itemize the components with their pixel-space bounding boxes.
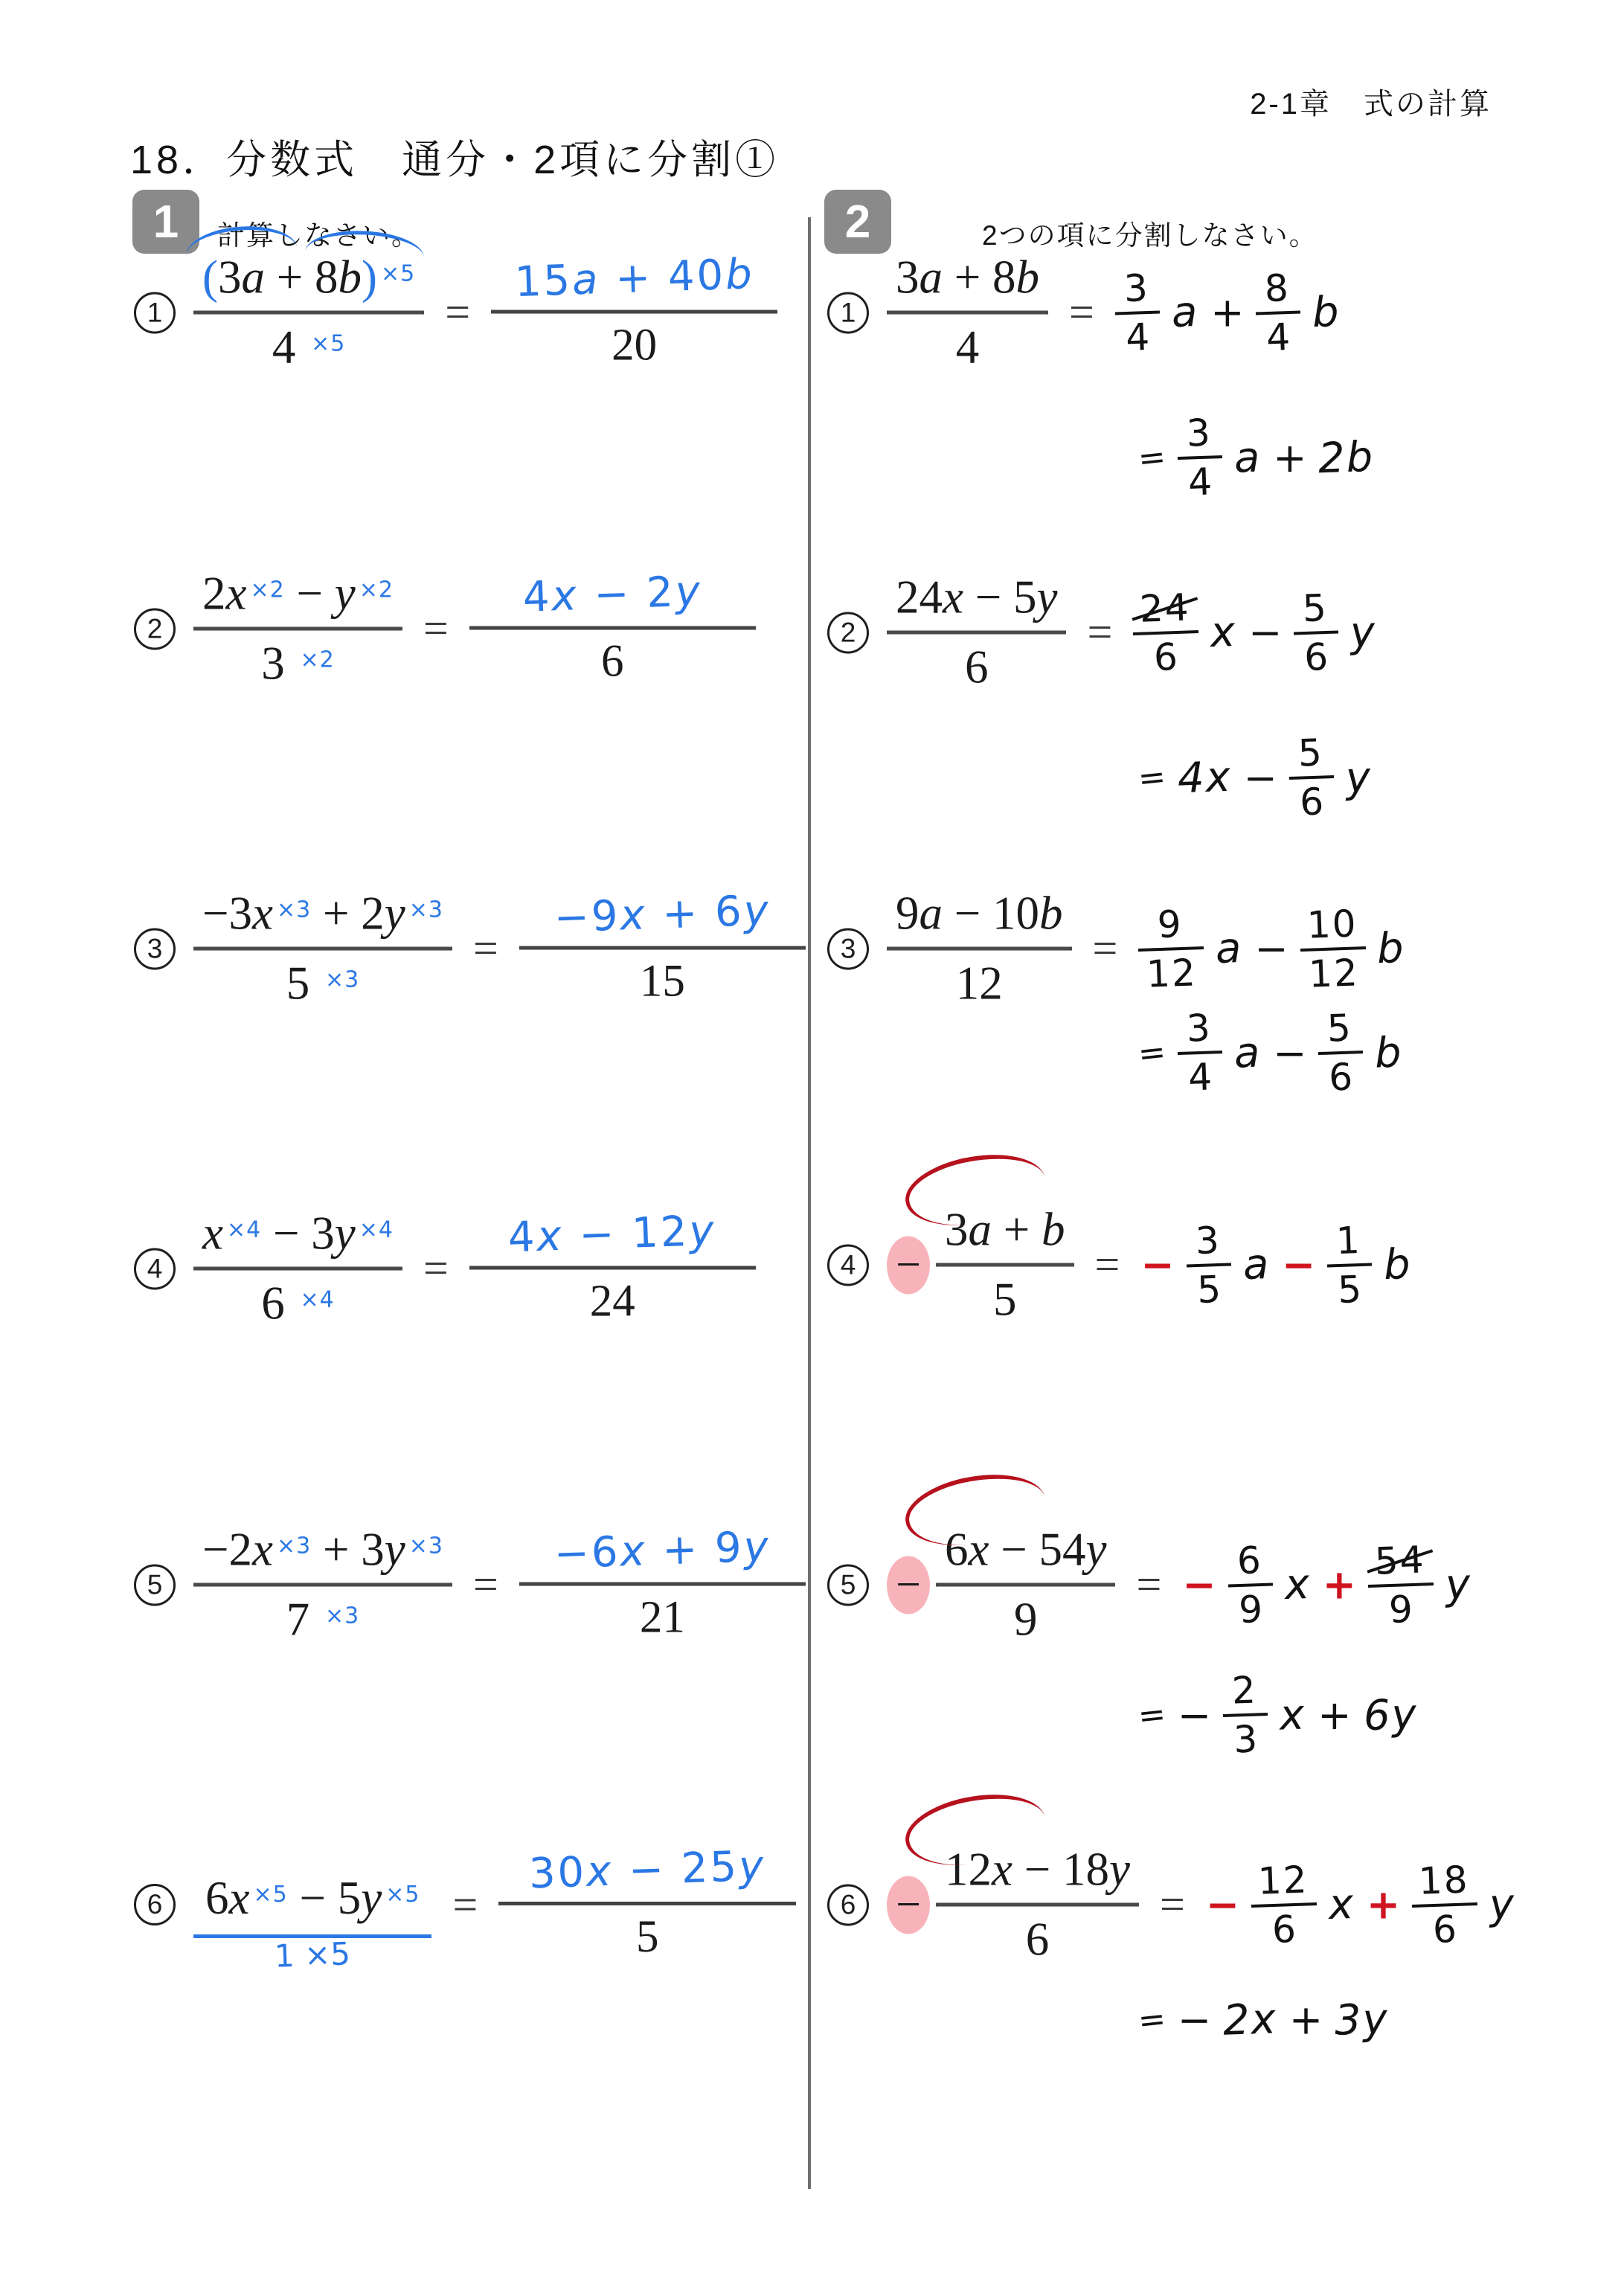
handwritten-operator: − xyxy=(1177,1691,1212,1739)
printed-fraction xyxy=(193,887,452,1011)
answer-line2-right-3 xyxy=(1138,1005,1403,1100)
pen-multiplier-note: ×4 xyxy=(300,1286,335,1313)
fraction-numerator: 12x − 18y xyxy=(945,1843,1130,1896)
handwritten-denominator: 9 xyxy=(1237,1587,1265,1632)
handwritten-term: x xyxy=(1279,1690,1307,1740)
problem-number-circle: 3 xyxy=(134,928,176,969)
answer-numerator: 4x − 2y xyxy=(521,566,703,622)
handwritten-fraction xyxy=(1298,900,1367,998)
handwritten-denominator: 4 xyxy=(1125,315,1152,359)
handwritten-term: y xyxy=(1349,607,1378,658)
handwritten-fraction xyxy=(1137,900,1205,998)
handwritten-expression xyxy=(1138,410,1375,505)
equals-sign: = xyxy=(445,287,471,337)
fraction-denominator: 3 $^{\times 2}$ xyxy=(261,637,335,690)
fraction-denominator: 4 xyxy=(955,321,980,373)
handwritten-expression xyxy=(1138,901,1405,996)
handwritten-fraction xyxy=(1176,1004,1224,1101)
pen-multiplier-note: ×5 xyxy=(253,1882,288,1908)
handwritten-fraction xyxy=(1184,1216,1232,1313)
fraction-denominator: 9 xyxy=(1013,1593,1038,1646)
pen-multiplier-note: ×3 xyxy=(277,897,312,923)
answer-line2-right-5 xyxy=(1138,1667,1417,1763)
handwritten-operator: − xyxy=(1177,1996,1212,2044)
handwritten-numerator: 10 xyxy=(1306,901,1358,947)
problem-row-left-1 xyxy=(134,251,777,375)
handwritten-term: a xyxy=(1233,432,1262,483)
pen-multiplier-note: ×4 xyxy=(359,1216,394,1243)
fraction-numerator: 2x $^{\times 2}$ − y $^{\times 2}$ xyxy=(202,567,394,620)
answer-denominator: 6 xyxy=(601,636,624,686)
answer-line2-right-6 xyxy=(1138,1996,1389,2045)
column-divider xyxy=(808,217,811,2189)
printed-fraction xyxy=(193,1207,402,1331)
equals-sign: = xyxy=(423,603,449,653)
highlighted-minus-sign: − xyxy=(887,1876,930,1934)
problem-number-circle: 6 xyxy=(827,1884,869,1925)
fraction-denominator: 12 xyxy=(955,957,1003,1010)
handwritten-equals: = xyxy=(1136,757,1168,798)
handwritten-answer-fraction xyxy=(469,1206,756,1327)
handwritten-expression xyxy=(1133,585,1376,680)
handwritten-numerator: 18 xyxy=(1417,1857,1470,1903)
handwritten-term: a xyxy=(1170,287,1200,338)
pen-multiplier-note: ×3 xyxy=(324,966,360,993)
fraction-numerator: 24x − 5y xyxy=(896,571,1058,623)
printed-fraction-group xyxy=(887,1523,1115,1647)
handwritten-fraction xyxy=(1254,264,1302,361)
equals-sign: = xyxy=(1087,607,1113,657)
handwritten-denominator: 5 xyxy=(1337,1267,1364,1312)
handwritten-fraction xyxy=(1326,1216,1373,1313)
handwritten-term: a xyxy=(1233,1027,1262,1078)
problem-row-right-5 xyxy=(827,1523,1471,1647)
section-1-badge: 1 xyxy=(132,190,199,254)
problem-row-right-1 xyxy=(827,251,1341,375)
problem-number-circle: 1 xyxy=(134,292,176,333)
handwritten-equals: = xyxy=(1136,1032,1168,1074)
fraction-numerator: −2x $^{\times 3}$ + 3y $^{\times 3}$ xyxy=(202,1523,443,1576)
pen-parenthesis: ) xyxy=(362,251,377,304)
fraction-denominator: 7 $^{\times 3}$ xyxy=(286,1593,360,1646)
handwritten-term: 3y xyxy=(1334,1995,1390,2045)
handwritten-denominator: 6 xyxy=(1299,780,1326,824)
handwritten-expression xyxy=(1206,1857,1515,1952)
problem-number-circle: 2 xyxy=(134,608,176,650)
fraction-numerator: 9a − 10b xyxy=(896,887,1063,940)
handwritten-numerator: 24 xyxy=(1132,584,1198,632)
answer-denominator: 15 xyxy=(639,956,685,1006)
answer-line2-right-2 xyxy=(1138,730,1372,825)
handwritten-fraction xyxy=(1222,1667,1269,1763)
problem-number-circle: 2 xyxy=(827,612,869,653)
problem-number-circle: 5 xyxy=(827,1564,869,1606)
answer-line2-right-1 xyxy=(1138,410,1375,505)
chapter-label: 2-1章 式の計算 xyxy=(1250,88,1492,121)
handwritten-term: y xyxy=(1344,752,1373,803)
handwritten-term: b xyxy=(1374,1027,1405,1078)
handwritten-expression xyxy=(1182,1537,1471,1632)
problem-row-left-2 xyxy=(134,567,756,691)
handwritten-denominator: 4 xyxy=(1265,315,1293,359)
handwritten-fraction xyxy=(1226,1536,1274,1633)
fraction-numerator: −3x $^{\times 3}$ + 2y $^{\times 3}$ xyxy=(202,887,443,940)
handwritten-answer-fraction xyxy=(498,1841,796,1963)
fraction-denominator: 6 $^{\times 4}$ xyxy=(261,1277,335,1330)
handwritten-term: x xyxy=(1209,607,1238,658)
problem-number-circle: 6 xyxy=(134,1884,176,1925)
problem-number-circle: 5 xyxy=(134,1564,176,1606)
handwritten-expression xyxy=(1138,1667,1417,1763)
section-2-badge: 2 xyxy=(824,190,891,254)
handwritten-operator: − xyxy=(1182,1561,1216,1609)
pen-note-denominator: 1 ×5 xyxy=(274,1935,351,1975)
handwritten-fraction xyxy=(1114,264,1161,361)
pen-multiplier-note: ×2 xyxy=(250,577,285,603)
handwritten-denominator: 3 xyxy=(1233,1717,1260,1762)
handwritten-numerator: 12 xyxy=(1256,1857,1309,1903)
handwritten-term: x xyxy=(1283,1559,1312,1610)
fraction-numerator: x $^{\times 4}$ − 3y $^{\times 4}$ xyxy=(202,1207,394,1260)
handwritten-numerator: 8 xyxy=(1264,266,1291,310)
handwritten-denominator: 6 xyxy=(1153,635,1181,679)
handwritten-fraction xyxy=(1176,409,1224,506)
handwritten-term: a xyxy=(1214,923,1244,974)
highlighted-minus-sign: − xyxy=(887,1236,930,1294)
answer-numerator: −6x + 9y xyxy=(553,1521,771,1579)
handwritten-denominator: 6 xyxy=(1328,1055,1355,1100)
handwritten-answer-fraction xyxy=(469,566,756,687)
handwritten-denominator: 12 xyxy=(1146,950,1198,996)
pen-multiplier-note: ×5 xyxy=(381,260,416,287)
handwritten-numerator: 5 xyxy=(1297,731,1324,775)
pen-parenthesis: ( xyxy=(202,251,218,304)
handwritten-term: b xyxy=(1312,287,1342,338)
handwritten-numerator: 2 xyxy=(1231,1668,1258,1713)
pen-multiplier-note: ×2 xyxy=(359,577,394,603)
answer-denominator: 21 xyxy=(639,1592,685,1642)
printed-fraction-group xyxy=(887,571,1066,695)
highlighted-minus-sign: − xyxy=(887,1556,930,1614)
handwritten-denominator: 6 xyxy=(1432,1907,1459,1952)
section-2-instruction: 2つの項に分割しなさい。 xyxy=(982,220,1318,251)
fraction-denominator: 5 $^{\times 3}$ xyxy=(286,957,360,1010)
equals-sign: = xyxy=(472,923,498,973)
pen-multiplier-note: ×2 xyxy=(300,647,335,673)
equals-sign: = xyxy=(1069,287,1094,337)
answer-numerator: −9x + 6y xyxy=(553,885,771,943)
handwritten-operator: − xyxy=(1248,609,1283,656)
handwritten-denominator: 5 xyxy=(1195,1267,1223,1312)
handwritten-numerator: 5 xyxy=(1326,1006,1354,1051)
handwritten-numerator: 9 xyxy=(1157,902,1184,946)
equals-sign: = xyxy=(452,1879,478,1929)
handwritten-fraction xyxy=(1317,1004,1364,1101)
handwritten-term: y xyxy=(1488,1879,1516,1930)
handwritten-operator: + xyxy=(1318,1691,1352,1739)
fraction-numerator: 6x − 54y xyxy=(945,1523,1107,1576)
handwritten-denominator: 4 xyxy=(1187,460,1214,504)
answer-denominator: 24 xyxy=(589,1276,635,1326)
pen-multiplier-note: ×3 xyxy=(408,897,443,923)
handwritten-operator: + xyxy=(1322,1561,1356,1609)
handwritten-expression xyxy=(1138,1005,1403,1100)
handwritten-fraction xyxy=(1288,729,1335,826)
printed-fraction xyxy=(193,567,402,691)
handwritten-fraction xyxy=(1367,1536,1435,1634)
problem-row-left-5 xyxy=(134,1523,806,1647)
handwritten-fraction xyxy=(1410,1856,1479,1954)
handwritten-term: 6y xyxy=(1362,1690,1419,1740)
handwritten-term: 2x xyxy=(1222,1995,1279,2045)
handwritten-equals: = xyxy=(1136,1999,1168,2041)
handwritten-numerator: 5 xyxy=(1302,586,1329,630)
equals-sign: = xyxy=(1159,1879,1185,1929)
handwritten-operator: − xyxy=(1243,754,1277,801)
printed-fraction-group xyxy=(887,1203,1074,1327)
problem-row-right-3 xyxy=(827,887,1405,1011)
handwritten-numerator: 3 xyxy=(1185,1006,1213,1051)
fraction-denominator: 4 $^{\times 5}$ xyxy=(272,321,346,373)
printed-fraction-group xyxy=(887,251,1048,375)
handwritten-expression xyxy=(1138,1996,1389,2045)
problem-row-left-3 xyxy=(134,887,806,1011)
printed-fraction-group xyxy=(887,1843,1139,1967)
handwritten-term: b xyxy=(1383,1240,1413,1290)
handwritten-expression xyxy=(1138,730,1372,825)
printed-expression-underlined: 6x $^{\times 5}$ − 5y $^{\times 5}$ 1 ×5 xyxy=(193,1871,431,1938)
problem-row-right-4 xyxy=(827,1203,1412,1327)
handwritten-fraction xyxy=(1292,584,1340,681)
handwritten-numerator: 3 xyxy=(1123,266,1150,310)
handwritten-operator: − xyxy=(1140,1241,1175,1289)
handwritten-operator: − xyxy=(1254,925,1288,972)
handwritten-equals: = xyxy=(1136,1694,1168,1736)
equals-sign: = xyxy=(423,1243,449,1293)
handwritten-answer-fraction xyxy=(491,249,777,371)
handwritten-term: 4x xyxy=(1176,752,1233,803)
fraction-denominator: 5 xyxy=(993,1273,1017,1326)
equals-sign: = xyxy=(1094,1240,1120,1289)
fraction-numerator: 3a + 8b xyxy=(896,251,1040,304)
handwritten-denominator: 9 xyxy=(1388,1587,1415,1632)
handwritten-answer-fraction xyxy=(519,885,806,1007)
fraction-denominator: 6 xyxy=(964,641,989,693)
handwritten-term: y xyxy=(1444,1559,1472,1610)
pen-multiplier-note: ×5 xyxy=(311,330,346,357)
pen-multiplier-note: ×3 xyxy=(277,1533,312,1559)
answer-numerator: 4x − 12y xyxy=(507,1206,717,1262)
handwritten-operator: + xyxy=(1288,1996,1323,2044)
handwritten-expression xyxy=(1115,265,1341,360)
page-title: 18．分数式 通分・2項に分割① xyxy=(130,138,780,182)
handwritten-fraction xyxy=(1250,1856,1318,1954)
equals-sign: = xyxy=(1136,1559,1162,1609)
problem-number-circle: 1 xyxy=(827,292,869,333)
printed-fraction-group xyxy=(887,887,1072,1011)
equals-sign: = xyxy=(472,1559,498,1609)
handwritten-denominator: 6 xyxy=(1271,1907,1298,1952)
answer-numerator: 30x − 25y xyxy=(527,1841,767,1899)
handwritten-equals: = xyxy=(1136,437,1168,478)
problem-row-left-4 xyxy=(134,1207,756,1331)
problem-row-left-6 xyxy=(134,1841,796,1975)
handwritten-operator: + xyxy=(1273,434,1307,481)
handwritten-denominator: 4 xyxy=(1187,1055,1214,1100)
problem-number-circle: 4 xyxy=(827,1244,869,1286)
handwritten-numerator: 6 xyxy=(1236,1538,1263,1582)
pen-multiplier-note: ×5 xyxy=(385,1882,420,1908)
pen-multiplier-note: ×3 xyxy=(324,1603,360,1629)
answer-denominator: 5 xyxy=(636,1912,659,1962)
problem-row-right-2 xyxy=(827,571,1376,695)
pen-multiplier-note: ×4 xyxy=(226,1216,262,1243)
handwritten-numerator: 1 xyxy=(1335,1218,1362,1263)
handwritten-denominator: 6 xyxy=(1303,635,1331,679)
handwritten-numerator: 3 xyxy=(1194,1218,1222,1263)
handwritten-term: a xyxy=(1242,1240,1271,1290)
handwritten-fraction xyxy=(1132,584,1200,682)
problem-row-right-6 xyxy=(827,1843,1515,1967)
handwritten-term: b xyxy=(1376,923,1406,974)
answer-numerator: 15a + 40b xyxy=(513,249,755,307)
printed-fraction xyxy=(887,251,1048,375)
handwritten-operator: + xyxy=(1366,1881,1401,1928)
equals-sign: = xyxy=(1092,923,1118,973)
handwritten-operator: − xyxy=(1205,1881,1240,1928)
handwritten-term: 2b xyxy=(1318,432,1376,483)
problem-number-circle: 3 xyxy=(827,928,869,969)
fraction-denominator: 6 xyxy=(1025,1913,1050,1966)
printed-fraction xyxy=(193,1523,452,1647)
printed-fraction xyxy=(887,571,1066,695)
handwritten-operator: + xyxy=(1210,289,1245,336)
problem-number-circle: 4 xyxy=(134,1248,176,1289)
fraction-numerator: 3a + b xyxy=(945,1203,1065,1256)
handwritten-operator: − xyxy=(1273,1029,1307,1077)
section-1-instruction: 計算しなさい。 xyxy=(217,220,420,251)
handwritten-denominator: 12 xyxy=(1307,950,1360,996)
handwritten-numerator: 3 xyxy=(1185,411,1213,455)
fraction-numerator: (3a + 8b) $^{\times 5}$ xyxy=(202,251,416,304)
printed-fraction xyxy=(887,887,1072,1011)
handwritten-expression xyxy=(1140,1217,1411,1312)
pen-multiplier-note: ×3 xyxy=(408,1533,443,1559)
handwritten-term: x xyxy=(1327,1879,1355,1930)
handwritten-answer-fraction xyxy=(519,1521,806,1644)
handwritten-numerator: 54 xyxy=(1367,1536,1434,1585)
answer-denominator: 20 xyxy=(612,320,658,370)
handwritten-operator: − xyxy=(1281,1241,1316,1289)
